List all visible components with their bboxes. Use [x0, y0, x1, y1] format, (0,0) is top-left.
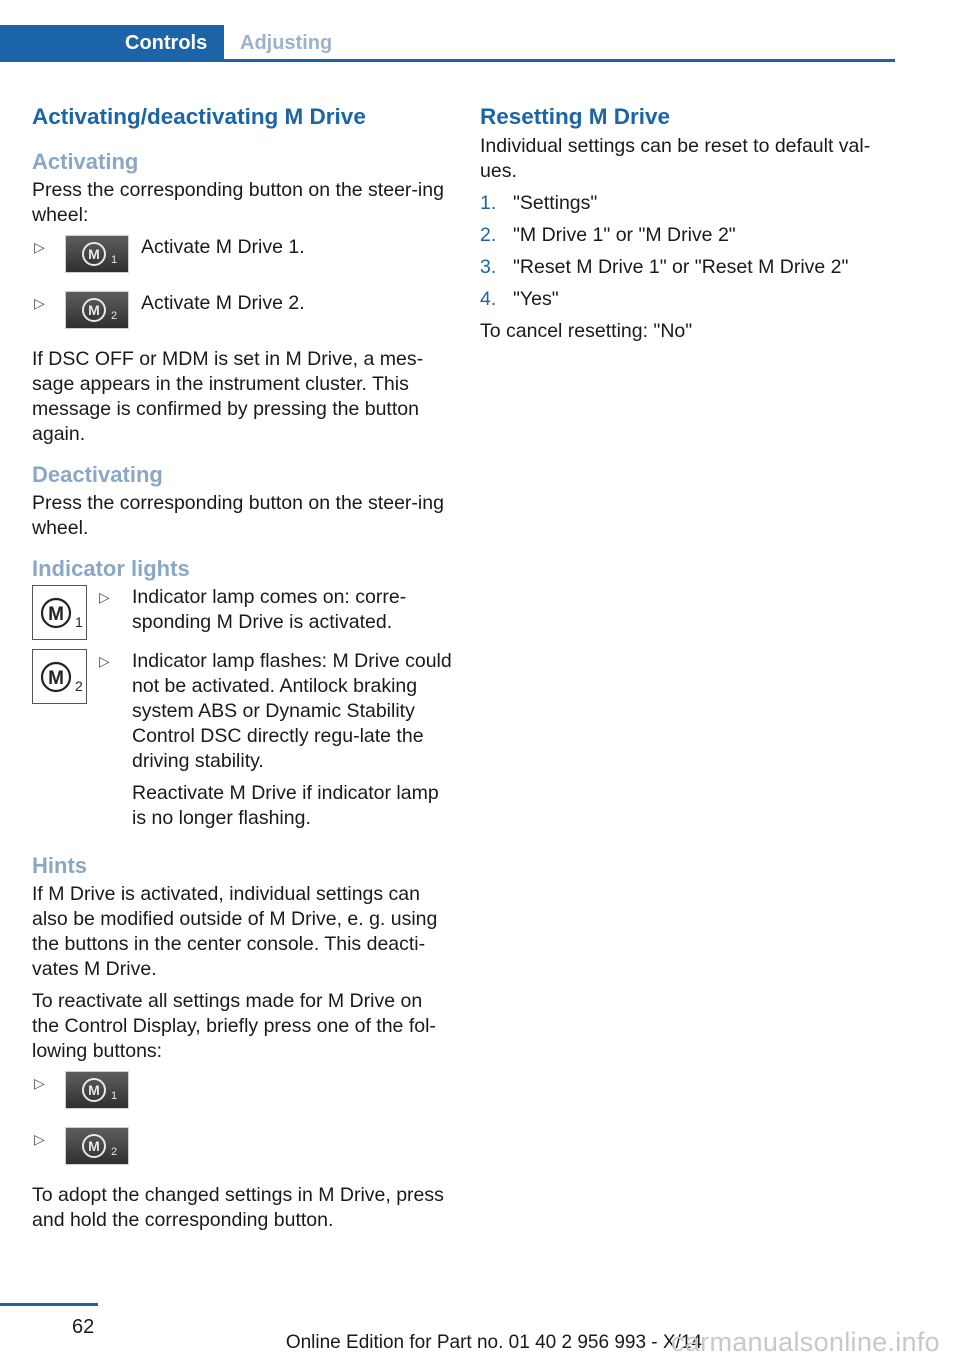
list-item	[32, 235, 452, 283]
activating-text: Press the corresponding button on the steer-ing wheel:	[32, 179, 444, 226]
button-digit: 1	[111, 254, 118, 266]
edition-text: Online Edition for Part no. 01 40 2 956 993 - X/14	[285, 1332, 702, 1353]
indicator-heading: Indicator lights	[32, 556, 190, 581]
indicator-digit: 1	[74, 613, 83, 630]
bullet-triangle-icon: ▷	[34, 295, 45, 311]
list-item	[99, 585, 452, 635]
deactivating-text: Press the corresponding button on the steer-ing wheel.	[32, 492, 444, 539]
indicator-text-2b: Reactivate M Drive if indicator lamp is no longer flashing.	[132, 782, 439, 829]
button-digit: 1	[111, 1090, 118, 1102]
step-text: "Yes"	[513, 288, 559, 310]
hints-text-3: To adopt the changed settings in M Drive, press and hold the corresponding button.	[32, 1184, 444, 1231]
page-number: 62	[72, 1316, 95, 1338]
step-text: "Reset M Drive 1" or "Reset M Drive 2"	[513, 256, 849, 278]
reset-title: Resetting M Drive	[480, 104, 671, 129]
bullet-triangle-icon: ▷	[34, 1075, 45, 1091]
bullet-triangle-icon: ▷	[99, 589, 110, 605]
hints-heading: Hints	[32, 853, 87, 878]
header-divider	[0, 59, 895, 62]
svg-text:M: M	[47, 667, 64, 689]
step-text: "Settings"	[513, 192, 598, 214]
step-number: 3.	[480, 256, 497, 278]
indicator-digit: 2	[74, 677, 83, 694]
list-item	[480, 287, 895, 312]
list-item	[480, 191, 895, 216]
m-drive-1-indicator-icon	[32, 585, 87, 640]
deactivating-heading: Deactivating	[32, 462, 163, 487]
list-item	[480, 223, 895, 248]
m-drive-2-button-icon	[65, 291, 129, 329]
m-drive-2-button-icon	[65, 1127, 129, 1165]
m-drive-1-button-icon	[65, 1071, 129, 1109]
dsc-text: If DSC OFF or MDM is set in M Drive, a mes-sage appears in the instrument cluster. This message is confirmed by pressing the button again.	[32, 348, 424, 445]
reset-steps-list	[480, 191, 895, 312]
tab-controls[interactable]: Controls	[0, 25, 224, 62]
m-drive-1-button-icon	[65, 235, 129, 273]
step-number: 1.	[480, 192, 497, 214]
bullet-triangle-icon: ▷	[34, 1131, 45, 1147]
cancel-text: To cancel resetting: "No"	[480, 320, 693, 342]
indicator-row	[32, 585, 452, 640]
bullet-triangle-icon: ▷	[34, 239, 45, 255]
footer-divider	[0, 1303, 98, 1306]
indicator-text-2: Indicator lamp flashes: M Drive could not be activated. Antilock braking system ABS or Dynamic Stability Control DSC directly regu-late the driving stability.	[132, 650, 452, 772]
right-column	[480, 100, 895, 351]
indicator-row	[32, 649, 452, 838]
hints-text-1: If M Drive is activated, individual settings can also be modified outside of M Drive, e. g. using the buttons in the center console. This deacti-vates M Drive.	[32, 883, 438, 980]
svg-text:M: M	[47, 603, 64, 625]
list-item	[32, 1127, 452, 1175]
left-column	[32, 100, 452, 1240]
list-item	[480, 255, 895, 280]
svg-text:M: M	[88, 246, 100, 262]
watermark: carmanualsonline.info	[671, 1327, 940, 1357]
m-drive-2-indicator-icon	[32, 649, 87, 704]
list-item	[32, 1071, 452, 1119]
step-text: "M Drive 1" or "M Drive 2"	[513, 224, 736, 246]
tab-adjusting[interactable]: Adjusting	[240, 32, 333, 54]
svg-text:M: M	[88, 1138, 100, 1154]
reset-intro: Individual settings can be reset to default val-ues.	[480, 135, 871, 182]
indicator-text-1: Indicator lamp comes on: corre-sponding M Drive is activated.	[132, 586, 407, 633]
step-number: 4.	[480, 288, 497, 310]
activating-heading: Activating	[32, 149, 139, 174]
bullet-text: Activate M Drive 2.	[141, 292, 305, 314]
svg-text:M: M	[88, 302, 100, 318]
section-title: Activating/deactivating M Drive	[32, 104, 366, 129]
button-digit: 2	[111, 310, 118, 322]
bullet-triangle-icon: ▷	[99, 653, 110, 669]
step-number: 2.	[480, 224, 497, 246]
list-item	[32, 291, 452, 339]
bullet-text: Activate M Drive 1.	[141, 236, 305, 258]
hints-text-2: To reactivate all settings made for M Drive on the Control Display, briefly press one of the fol-lowing buttons:	[32, 990, 436, 1062]
button-digit: 2	[111, 1146, 118, 1158]
list-item	[99, 649, 452, 838]
svg-text:M: M	[88, 1082, 100, 1098]
header-tabs	[0, 25, 895, 62]
